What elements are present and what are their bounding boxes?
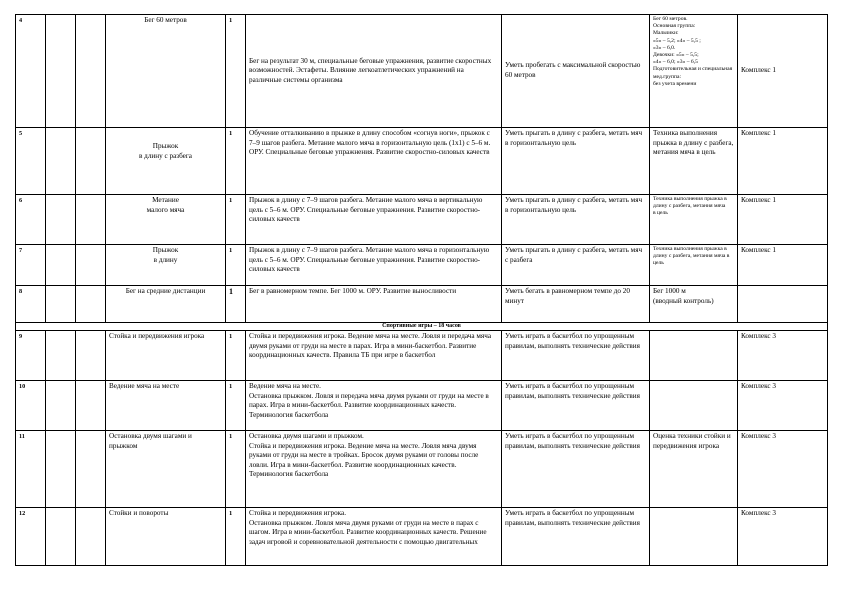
lesson-hours: 1 — [226, 381, 246, 431]
lesson-control — [650, 381, 738, 431]
lesson-control: Оценка техники стойки и передвижения игрока — [650, 431, 738, 508]
lesson-number: 7 — [16, 245, 46, 286]
empty-cell — [46, 508, 76, 566]
lesson-number: 11 — [16, 431, 46, 508]
lesson-content: Ведение мяча на месте. Остановка прыжком. Ловля и передача мяча двумя руками от груди на месте в парах. Игра в мини-баскетбол. Развитие координационных качеств. Терминология баскетбола — [246, 381, 502, 431]
empty-cell — [46, 286, 76, 323]
empty-cell — [46, 431, 76, 508]
empty-cell — [46, 128, 76, 195]
lesson-skills: Уметь играть в баскетбол по упрощенным правилам, выполнять технические действия — [502, 381, 650, 431]
table-row — [16, 331, 828, 381]
lesson-number: 9 — [16, 331, 46, 381]
empty-cell — [76, 195, 106, 245]
lesson-topic: Прыжок в длину с разбега — [106, 128, 226, 195]
lesson-topic: Бег 60 метров — [106, 15, 226, 128]
lesson-topic: Бег на средние дистанции — [106, 286, 226, 323]
lesson-skills: Уметь прыгать в длину с разбега, метать мяч в горизонтальную цель — [502, 128, 650, 195]
lesson-hours: 1 — [226, 195, 246, 245]
lesson-control: Бег 60 метров. Основная группа: Мальчики: «5» – 5,2; «4» – 5,5 ; «3» – 6,0. Девочки: «5» – 5,5; «4» – 6,0; «3» – 6,5 Подготовительная и специальная мед.группа: без учета времени — [650, 15, 738, 128]
lesson-hours: 1 — [226, 508, 246, 566]
lesson-plan-table — [15, 14, 828, 566]
empty-cell — [76, 15, 106, 128]
lesson-homework: Комплекс 3 — [738, 331, 828, 381]
lesson-skills: Уметь пробегать с максимальной скоростью 60 метров — [502, 15, 650, 128]
table-row — [16, 431, 828, 508]
lesson-homework: Комплекс 3 — [738, 381, 828, 431]
lesson-content: Бег на результат 30 м, специальные беговые упражнения, развитие скоростных возможностей. Эстафеты. Влияние легкоатлетических упражнений на различные системы организма — [246, 15, 502, 128]
table-row — [16, 245, 828, 286]
empty-cell — [76, 128, 106, 195]
lesson-homework — [738, 286, 828, 323]
table-row — [16, 381, 828, 431]
lesson-hours: 1 — [226, 286, 246, 323]
lesson-homework: Комплекс 1 — [738, 15, 828, 128]
table-row — [16, 15, 828, 128]
lesson-hours: 1 — [226, 15, 246, 128]
lesson-homework: Комплекс 1 — [738, 195, 828, 245]
lesson-homework: Комплекс 3 — [738, 508, 828, 566]
lesson-number: 4 — [16, 15, 46, 128]
lesson-hours: 1 — [226, 431, 246, 508]
lesson-homework: Комплекс 1 — [738, 245, 828, 286]
lesson-topic: Метание малого мяча — [106, 195, 226, 245]
lesson-hours: 1 — [226, 128, 246, 195]
lesson-number: 8 — [16, 286, 46, 323]
lesson-topic: Прыжок в длину — [106, 245, 226, 286]
lesson-content: Стойка и передвижения игрока. Ведение мяча на месте. Ловля и передача мяча двумя руками от груди на месте в парах. Игра в мини-баскетбол. Развитие координационных качеств. Правила ТБ при игре в баскетбол — [246, 331, 502, 381]
lesson-control — [650, 508, 738, 566]
empty-cell — [76, 508, 106, 566]
lesson-content: Остановка двумя шагами и прыжком. Стойка и передвижения игрока. Ведение мяча на месте. Ловля мяча двумя руками от груди на месте в тройках. Бросок двумя руками от головы после ловли. Игра в мини-баскетбол. Развитие координационных качеств. Терминология баскетбола — [246, 431, 502, 508]
lesson-skills: Уметь играть в баскетбол по упрощенным правилам, выполнять технические действия — [502, 431, 650, 508]
lesson-skills: Уметь играть в баскетбол по упрощенным правилам, выполнять технические действия — [502, 331, 650, 381]
lesson-number: 12 — [16, 508, 46, 566]
lesson-skills: Уметь прыгать в длину с разбега, метать мяч с разбега — [502, 245, 650, 286]
empty-cell — [46, 245, 76, 286]
lesson-homework: Комплекс 1 — [738, 128, 828, 195]
lesson-skills: Уметь бегать в равномерном темпе до 20 минут — [502, 286, 650, 323]
lesson-content: Прыжок в длину с 7–9 шагов разбега. Метание малого мяча в вертикальную цель с 5–6 м. ОРУ. Специальные беговые упражнения. Развитие скоростно-силовых качеств — [246, 195, 502, 245]
table-row — [16, 128, 828, 195]
empty-cell — [76, 245, 106, 286]
empty-cell — [46, 15, 76, 128]
section-header-row — [16, 323, 828, 331]
lesson-topic: Ведение мяча на месте — [106, 381, 226, 431]
lesson-content: Стойка и передвижения игрока. Остановка прыжком. Ловля мяча двумя руками от груди на месте в парах с шагом. Игра в мини-баскетбол. Развитие координационных качеств. Решение задач игровой и соревновательной деятельности с помощью двигательных — [246, 508, 502, 566]
lesson-hours: 1 — [226, 245, 246, 286]
lesson-skills: Уметь прыгать в длину с разбега, метать мяч в горизонтальную цель — [502, 195, 650, 245]
lesson-control — [650, 331, 738, 381]
lesson-control: Техника выполнения прыжка в длину с разбега, метания мяча в цель — [650, 245, 738, 286]
lesson-homework: Комплекс 3 — [738, 431, 828, 508]
empty-cell — [46, 381, 76, 431]
empty-cell — [76, 431, 106, 508]
table-row — [16, 286, 828, 323]
lesson-topic: Стойки и повороты — [106, 508, 226, 566]
lesson-topic: Остановка двумя шагами и прыжком — [106, 431, 226, 508]
empty-cell — [46, 195, 76, 245]
lesson-control: Техника выполнения прыжка в длину с разбега, метания мяча в цель — [650, 128, 738, 195]
empty-cell — [76, 381, 106, 431]
lesson-control: Техника выполнения прыжка в длину с разбега, метания мяча в цель — [650, 195, 738, 245]
lesson-number: 10 — [16, 381, 46, 431]
lesson-content: Обучение отталкиванию в прыжке в длину способом «согнув ноги», прыжок с 7–9 шагов разбега. Метание малого мяча в горизонтальную цель (1х1) с 5–6 м. ОРУ. Специальные беговые упражнения. Развитие скоростно-силовых качеств — [246, 128, 502, 195]
lesson-content: Прыжок в длину с 7–9 шагов разбега. Метание малого мяча в горизонтальную цель с 5–6 м. ОРУ. Специальные беговые упражнения. Развитие скоростно-силовых качеств — [246, 245, 502, 286]
table-row — [16, 508, 828, 566]
section-title: Спортивные игры – 18 часов — [16, 323, 828, 331]
table-row — [16, 195, 828, 245]
empty-cell — [76, 331, 106, 381]
empty-cell — [76, 286, 106, 323]
lesson-control: Бег 1000 м (вводный контроль) — [650, 286, 738, 323]
lesson-skills: Уметь играть в баскетбол по упрощенным правилам, выполнять технические действия — [502, 508, 650, 566]
lesson-number: 5 — [16, 128, 46, 195]
lesson-hours: 1 — [226, 331, 246, 381]
lesson-content: Бег в равномерном темпе. Бег 1000 м. ОРУ. Развитие выносливости — [246, 286, 502, 323]
lesson-topic: Стойка и передвижения игрока — [106, 331, 226, 381]
empty-cell — [46, 331, 76, 381]
lesson-number: 6 — [16, 195, 46, 245]
